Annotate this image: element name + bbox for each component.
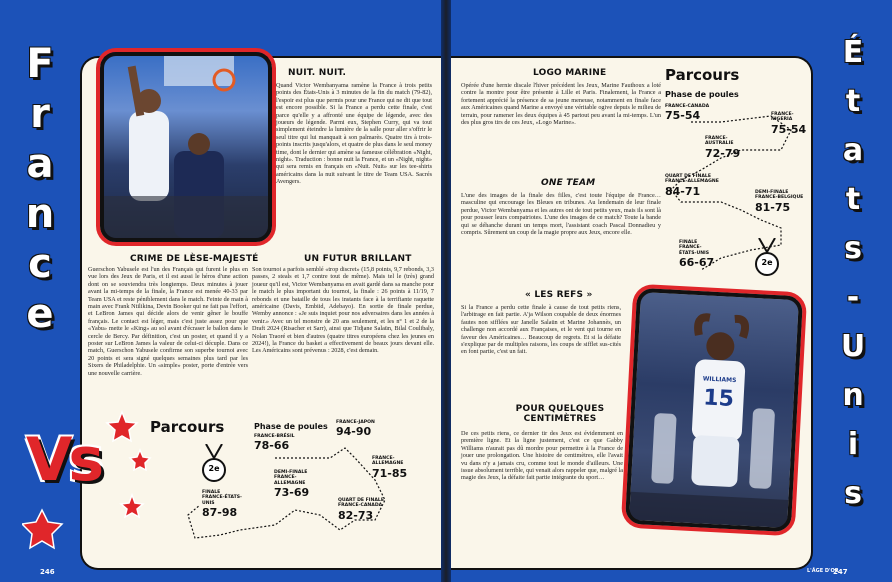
etats-unis-title-letter: s: [844, 231, 862, 266]
silver-medal-icon: [753, 238, 781, 278]
etats-unis-title-letter: i: [847, 427, 859, 462]
article-nuit-body: Quand Victor Wembanyama ramène la France à trois petits points des États-Unis à 3 minutes de la fin du match (79-82), l'espoir est plus que permis pour une France qui ne dit que tout est encore possible. Si la France a perdu cette finale, c'est parce qu'elle y a affronté une équipe de légende, avec des joueurs de légende. Parmi eux, Stephen Curry, qui va tout simplement éteindre la lumière de la salle pour aller s'offrir le seul titre qui lui manquait à son palmarès. Quatre tirs à trois-points inscrits jusqu'alors, et quatre de plus dans le seul money time, dont le dernier qui amène sa fameuse célébration «Night, night». Traduction : bonne nuit la France, et un «Night, night» qui sera remis en français en «Nuit. Nuit» sur les tee-shirts américains dans la nuit suivant le titre de Team USA. Sacrés Avengers.: [276, 82, 432, 186]
result-finale: FINALE FRANCE-ÉTATS- UNIS 87-98: [202, 490, 242, 520]
article-centimetres-body: De ces petits riens, ce dernier tir des Jeux est évidemment en première ligne. Et la ligne justement, c'est ce que Gabby Williams n'aurait pas dû mordre pour permettre à la France de jouer une prolongation. Une histoire de centimètres, elle l'avait vu dans n'y a jamais cru, comme tout le monde d'ailleurs. Une issue absolument terrible, qui venait alors rappeler que, malgré la magie des Jeux, la défaite fait partie intégrante du sport…: [461, 430, 623, 482]
silver-medal-icon: [200, 444, 228, 484]
photo-williams: [625, 288, 803, 532]
article-crime-body: Guerschon Yabusele est l'un des Français qui furent le plus en vue lors des Jeux de Paris, et il est aussi le héros d'une action dont on se souviendra très longtemps. Deux minutes à jouer avant la mi-temps de la finale, la France est menée 40-33 par Team USA et reste péniblement dans le match. Feinte de main à main avec Frank Ntilikina, Devin Booker qui ne fait pas l'effort, et LeBron James qui décide alors de venir gêner le bouffe français. Le contact est léger, mais c'est juste assez pour que «Yabu» mette le «King» au sol avant d'écraser le ballon dans le cercle de Bercy. Par définition, c'est un poster, et quand il y a poster sur LeBron James la valeur de celui-ci décuple. Dans ce match, Guerschon Yabusele confirme son superbe tournoi avec 20 points et sera signé quelques semaines plus tard par les Sixers de Philadelphie. Un «simple» poster, porte d'entrée vers une nouvelle carrière.: [88, 266, 248, 377]
etats-unis-title-letter: t: [845, 182, 861, 217]
result-france-canada: FRANCE-CANADA 75-54: [665, 104, 710, 123]
article-oneteam-body: L'une des images de la finale des filles, c'est toute l'équipe de France… masculine qui encourage les Bleues en tribunes. Au lendemain de leur finale perdue, Victor Wembanyama et les autres ont de tout petits yeux, mais ils sont là pour pousser leurs compatriotes. L'une des images de ce match? Toute la bande qui se déhanche durant un temps mort, l'assistant coach Pascal Donnadieu y compris. Sûrement un coup de la magie propre aux Jeux, encore elle.: [461, 192, 661, 237]
phase-label-right: Phase de poules: [665, 90, 739, 99]
parcours-title-right: Parcours: [665, 66, 740, 84]
france-title-letter: c: [28, 241, 52, 287]
france-title-letter: r: [30, 91, 50, 137]
result-france-bresil: FRANCE-BRÉSIL 78-66: [254, 434, 295, 453]
etats-unis-title-letter: s: [844, 476, 862, 511]
etats-unis-title-letter: a: [842, 133, 864, 168]
photo-dunk: [100, 52, 272, 242]
parcours-title-left: Parcours: [150, 418, 225, 436]
article-logo-heading: LOGO MARINE: [533, 68, 607, 78]
france-title-letter: a: [26, 141, 54, 187]
result-quart-finale: QUART DE FINALE FRANCE-CANADA 82-73: [338, 498, 384, 522]
etats-unis-title-letter: U: [840, 329, 866, 364]
left-page: [0, 0, 441, 582]
result-demi-finale: DEMI-FINALE FRANCE- ALLEMAGNE 73-69: [274, 470, 310, 500]
page-number-left: 246: [40, 568, 55, 576]
jersey-name: WILLIAMS: [702, 375, 737, 385]
folio-right: L'ÂGE D'OR: [807, 568, 839, 574]
article-refs-heading: « LES REFS »: [525, 290, 593, 300]
etats-unis-title-letter: -: [846, 280, 860, 315]
article-refs-body: Si la France a perdu cette finale à cause de tout petits riens, l'arbitrage en fait partie. A'ja Wilson coupable de deux énormes fautes non sifflées sur Janelle Salaün et Marine Johannès, un challenge non accordé aux Françaises, et le vent qui tourne en faveur des Américaines… Beaucoup de regrets. Et si la défaite s'explique par de multiples raisons, les coups de sifflet sus-cités en font partie, c'est un fait.: [461, 304, 621, 356]
vertical-title-france: [12, 41, 68, 344]
result-france-allemagne: FRANCE- ALLEMAGNE 71-85: [372, 456, 408, 480]
etats-unis-title-letter: É: [842, 35, 864, 70]
france-title-letter: F: [26, 41, 54, 87]
medal-text: 2e: [761, 258, 773, 267]
right-page: [451, 0, 892, 582]
france-title-letter: e: [26, 291, 54, 337]
medal-text: 2e: [208, 464, 220, 473]
result-france-australie: FRANCE- AUSTRALIE 72-79: [705, 136, 741, 160]
article-futur-heading: UN FUTUR BRILLANT: [304, 254, 412, 264]
phase-label-left: Phase de poules: [254, 422, 328, 431]
article-centimetres-heading: POUR QUELQUES CENTIMÈTRES: [515, 404, 605, 424]
article-nuit-heading: NUIT. NUIT.: [288, 68, 347, 78]
result-quart-finale-right: QUART DE FINALE FRANCE-ALLEMAGNE 84-71: [665, 174, 719, 198]
vs-label: Vs: [26, 425, 101, 495]
article-oneteam-heading: ONE TEAM: [541, 178, 596, 188]
article-crime-heading: CRIME DE LÈSE-MAJESTÉ: [130, 254, 259, 264]
page-number-right: 247: [833, 568, 848, 576]
article-logo-body: Opérée d'une hernie discale l'hiver précédent les Jeux, Marine Fauthoux a loté contre la montre pour être présente à Lille et Paris. Finalement, la France a fortement apprécié la présence de sa jeune meneuse, notamment en finale face aux Américaines quand Marine a envoyé une véritable ogive depuis le milieu de terrain, pour ramener les deux équipes à 45 partout peu avant la mi-temps. L'un des plus gros tirs de ces Jeux, «Logo Marine».: [461, 82, 661, 127]
france-title-letter: n: [25, 191, 55, 237]
etats-unis-title-letter: n: [842, 378, 864, 413]
spine: [441, 0, 451, 582]
article-futur-body: Son tournoi a parfois semblé «trop discret» (15,8 points, 9,7 rebonds, 3,3 passes, 2 steals et 1,7 contre tout de même). Mais tel le (très) grand joueur qu'il est, Victor Wembanyama en avait gardé dans sa manche pour le match le plus important du tournoi, la finale : 26 points à 11/19, 7 rebonds et une bataille de tous les instants face à la terrifiante raquette américaine (Davis, Embiid, Adebayo). En sortie de finale perdue, Wemby annonce : «Je suis inquiet pour nos adversaires dans les années à venir.» Avec un tel monstre de 20 ans seulement, et les n° 1 et 2 de la Draft 2024 (Risacher et Sarr), ainsi que Tidjane Salaün, Bilal Coulibaly, Nolan Traoré et bien d'autres (quatre titres européens chez les jeunes en 2024!), la France du basket a effectivement de beaux jours devant elle. Les Américains sont prévenus : 2028, c'est demain.: [252, 266, 434, 355]
result-finale-right: FINALE FRANCE- ÉTATS-UNIS 66-67: [679, 240, 715, 270]
result-france-japon: FRANCE-JAPON 94-90: [336, 420, 375, 439]
result-demi-finale-right: DEMI-FINALE FRANCE-BELGIQUE 81-75: [755, 190, 804, 214]
etats-unis-title-letter: t: [845, 84, 861, 119]
result-france-nigeria: FRANCE- NIGERIA 75-54: [771, 112, 807, 136]
jersey-number: 15: [702, 385, 735, 413]
vertical-title-etats-unis: [823, 35, 883, 528]
